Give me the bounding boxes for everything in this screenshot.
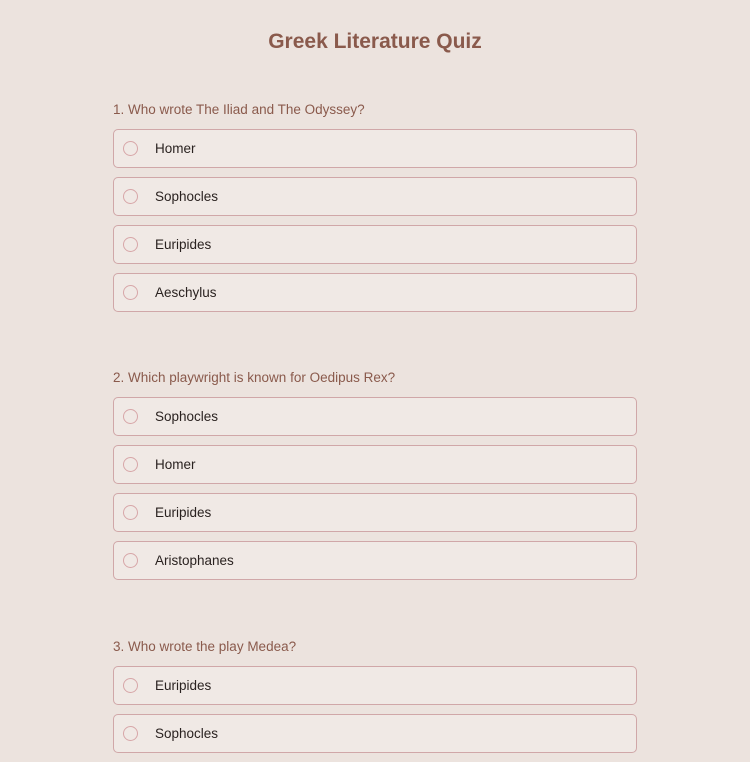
question-1 bbox=[113, 101, 637, 321]
question-2-text: 2. Which playwright is known for Oedipus Rex? bbox=[113, 370, 396, 385]
option-label: Aeschylus bbox=[155, 285, 217, 300]
question-1-option-3[interactable] bbox=[113, 225, 637, 264]
question-2-option-3[interactable] bbox=[113, 493, 637, 532]
question-3-option-1[interactable] bbox=[113, 666, 637, 705]
option-label: Sophocles bbox=[155, 726, 219, 741]
option-label: Aristophanes bbox=[155, 553, 234, 568]
option-label: Sophocles bbox=[155, 189, 219, 204]
page-title: Greek Literature Quiz bbox=[268, 30, 482, 53]
option-label: Sophocles bbox=[155, 409, 219, 424]
radio-unchecked-icon[interactable] bbox=[123, 726, 138, 741]
question-2-option-2[interactable] bbox=[113, 445, 637, 484]
option-label: Euripides bbox=[155, 505, 212, 520]
radio-unchecked-icon[interactable] bbox=[123, 678, 138, 693]
radio-unchecked-icon[interactable] bbox=[123, 285, 138, 300]
question-1-option-1[interactable] bbox=[113, 129, 637, 168]
radio-unchecked-icon[interactable] bbox=[123, 553, 138, 568]
question-3 bbox=[113, 638, 637, 762]
radio-unchecked-icon[interactable] bbox=[123, 189, 138, 204]
question-3-text: 3. Who wrote the play Medea? bbox=[113, 639, 297, 654]
question-1-option-2[interactable] bbox=[113, 177, 637, 216]
option-label: Euripides bbox=[155, 237, 212, 252]
question-2 bbox=[113, 369, 637, 589]
radio-unchecked-icon[interactable] bbox=[123, 409, 138, 424]
question-1-option-4[interactable] bbox=[113, 273, 637, 312]
option-label: Homer bbox=[155, 141, 196, 156]
radio-unchecked-icon[interactable] bbox=[123, 505, 138, 520]
radio-unchecked-icon[interactable] bbox=[123, 457, 138, 472]
option-label: Homer bbox=[155, 457, 196, 472]
question-1-text: 1. Who wrote The Iliad and The Odyssey? bbox=[113, 102, 365, 117]
radio-unchecked-icon[interactable] bbox=[123, 237, 138, 252]
radio-unchecked-icon[interactable] bbox=[123, 141, 138, 156]
question-2-option-1[interactable] bbox=[113, 397, 637, 436]
question-2-option-4[interactable] bbox=[113, 541, 637, 580]
option-label: Euripides bbox=[155, 678, 212, 693]
question-3-option-2[interactable] bbox=[113, 714, 637, 753]
